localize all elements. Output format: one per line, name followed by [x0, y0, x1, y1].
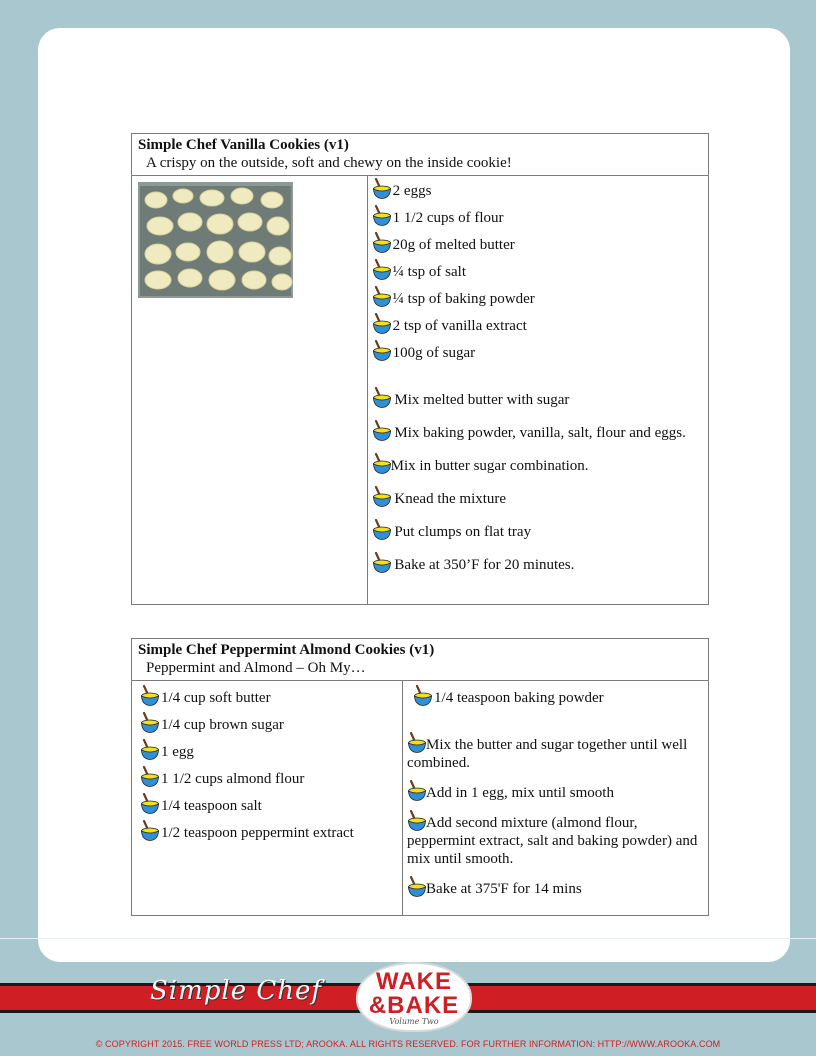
ingredient-item-text: 1/4 cup brown sugar [161, 717, 284, 733]
step-item [372, 486, 704, 508]
badge-line-2: &BAKE [368, 992, 460, 1019]
step-list [372, 387, 704, 574]
mixing-bowl-icon [372, 205, 391, 227]
step-item [372, 453, 704, 475]
ingredient-item-text: ¼ tsp of baking powder [392, 291, 535, 307]
step-item-text: Mix in butter sugar combination. [390, 458, 589, 474]
brand-logo-text: Simple Chef [150, 976, 323, 1006]
step-item-text: Add in 1 egg, mix until smooth [426, 785, 614, 801]
ingredient-item [140, 685, 398, 707]
cookie-tray-photo [138, 182, 293, 298]
ingredient-list [140, 681, 398, 842]
step-item-text: Bake at 375'F for 14 mins [426, 881, 582, 897]
mixing-bowl-icon [372, 420, 391, 442]
step-item [372, 552, 704, 574]
ingredient-item-text: 20g of melted butter [392, 237, 515, 253]
recipe-card-peppermint [131, 638, 709, 916]
step-item-text: Put clumps on flat tray [390, 524, 532, 540]
mixing-bowl-icon [407, 810, 426, 832]
step-item-text: Mix melted butter with sugar [390, 392, 570, 408]
mixing-bowl-icon [372, 259, 391, 281]
step-item [372, 420, 704, 442]
recipe-subtitle: Peppermint and Almond – Oh My… [146, 660, 366, 676]
step-item-text: Bake at 350’F for 20 minutes. [390, 557, 575, 573]
step-item-text: Mix baking powder, vanilla, salt, flour and eggs. [390, 425, 686, 441]
mixing-bowl-icon [372, 486, 391, 508]
mixing-bowl-icon [407, 876, 426, 898]
mixing-bowl-icon [140, 739, 159, 761]
ingredient-item-text: ¼ tsp of salt [392, 264, 467, 280]
ingredient-list [372, 176, 704, 362]
mixing-bowl-icon [372, 232, 391, 254]
mixing-bowl-icon [372, 286, 391, 308]
recipe-header [132, 639, 709, 681]
ingredient-item-text: 2 eggs [392, 183, 432, 199]
recipe-title: Simple Chef Vanilla Cookies (v1) [138, 137, 349, 153]
ingredient-item [413, 685, 704, 707]
step-item [372, 519, 704, 541]
copyright-notice: © COPYRIGHT 2015. FREE WORLD PRESS LTD; AROOKA. ALL RIGHTS RESERVED. FOR FURTHER INFORMATION: HTTP://WWW.AROOKA.COM [95, 1039, 721, 1049]
ingredient-item-text: 100g of sugar [392, 345, 476, 361]
mixing-bowl-icon [140, 793, 159, 815]
mixing-bowl-icon [140, 712, 159, 734]
step-item-text: Knead the mixture [390, 491, 507, 507]
ingredients-left-cell [132, 681, 403, 916]
ingredient-item [372, 178, 704, 200]
mixing-bowl-icon [372, 519, 391, 541]
ingredient-item [140, 793, 398, 815]
ingredient-item [372, 286, 704, 308]
mixing-bowl-icon [407, 732, 426, 754]
ingredient-item-text: 1 1/2 cups of flour [392, 210, 504, 226]
instructions-cell [367, 176, 708, 605]
step-item [407, 780, 704, 802]
mixing-bowl-icon [140, 766, 159, 788]
mixing-bowl-icon [407, 780, 426, 802]
mixing-bowl-icon [372, 387, 391, 409]
badge-line-3: Volume Two [389, 1017, 439, 1026]
mixing-bowl-icon [140, 820, 159, 842]
ingredient-item-text: 1 egg [161, 744, 194, 760]
ingredient-item [140, 712, 398, 734]
mixing-bowl-icon [372, 552, 391, 574]
ingredient-item [372, 232, 704, 254]
recipe-subtitle: A crispy on the outside, soft and chewy on the inside cookie! [146, 155, 512, 171]
step-item [407, 732, 704, 772]
mixing-bowl-icon [372, 178, 391, 200]
badge-line-1: WAKE [376, 968, 452, 995]
ingredient-item-text: 1/4 teaspoon baking powder [434, 690, 604, 706]
ingredient-item [140, 766, 398, 788]
instructions-cell [403, 681, 709, 916]
divider-line [0, 938, 816, 939]
ingredient-item [140, 739, 398, 761]
step-item [372, 387, 704, 409]
step-item-text: Add second mixture (almond flour, peppermint extract, salt and baking powder) and mix until smooth. [407, 815, 698, 867]
mixing-bowl-icon [372, 313, 391, 335]
recipe-card-vanilla [131, 133, 709, 605]
mixing-bowl-icon [413, 685, 432, 707]
ingredient-item [372, 340, 704, 362]
ingredient-item [140, 820, 398, 842]
recipe-header [132, 134, 709, 176]
ingredient-item-text: 1/4 teaspoon salt [161, 798, 262, 814]
ingredient-list [407, 681, 704, 707]
ingredient-item-text: 1/4 cup soft butter [161, 690, 271, 706]
ingredient-item-text: 2 tsp of vanilla extract [392, 318, 527, 334]
step-item [407, 876, 704, 898]
step-item [407, 810, 704, 868]
ingredient-item [372, 259, 704, 281]
mixing-bowl-icon [372, 340, 391, 362]
wake-and-bake-badge [356, 962, 472, 1032]
recipe-title: Simple Chef Peppermint Almond Cookies (v1) [138, 642, 435, 658]
ingredient-item-text: 1/2 teaspoon peppermint extract [161, 825, 354, 841]
mixing-bowl-icon [140, 685, 159, 707]
mixing-bowl-icon [372, 453, 391, 475]
ingredient-item [372, 205, 704, 227]
photo-cell [132, 176, 368, 605]
step-list [407, 732, 704, 898]
ingredient-item [372, 313, 704, 335]
ingredient-item-text: 1 1/2 cups almond flour [161, 771, 305, 787]
step-item-text: Mix the butter and sugar together until well combined. [407, 737, 688, 771]
